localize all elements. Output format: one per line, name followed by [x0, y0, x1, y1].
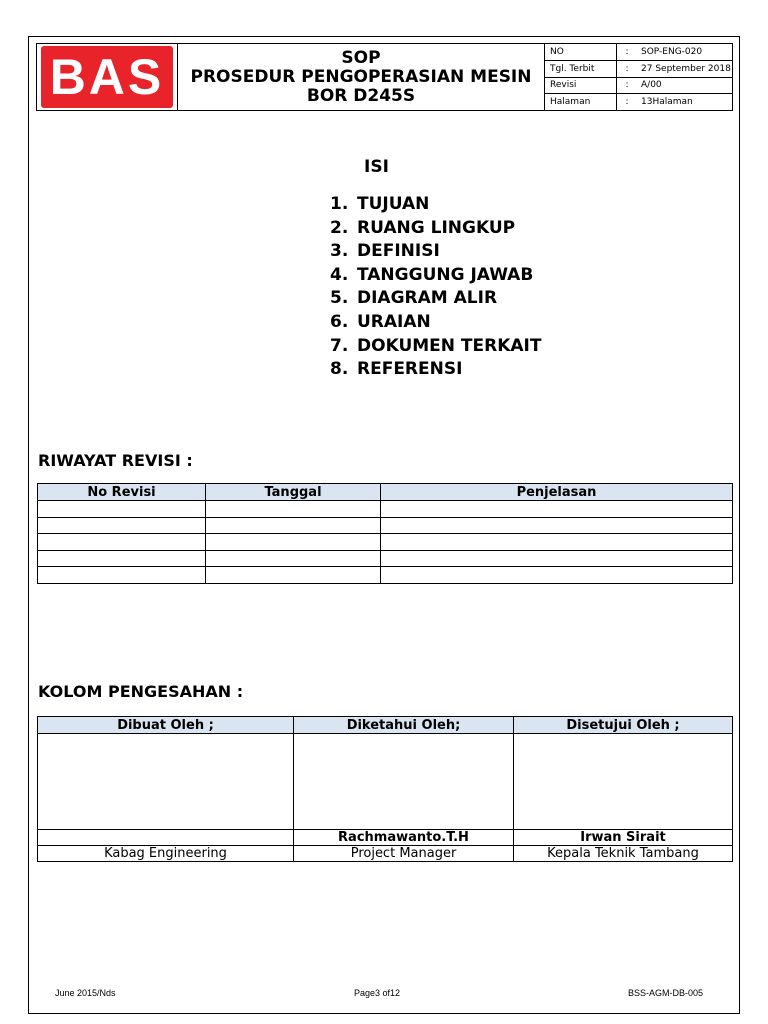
- contents-item-label: URAIAN: [357, 311, 431, 332]
- column-header: Penjelasan: [381, 484, 733, 501]
- contents-item: [330, 217, 541, 241]
- column-header: Disetujui Oleh ;: [514, 717, 733, 734]
- signer-role: Kepala Teknik Tambang: [514, 846, 733, 862]
- signature-box: [294, 734, 514, 830]
- signer-name: [38, 830, 294, 846]
- footer-page-number: Page3 of12: [354, 988, 401, 998]
- meta-row-date: [545, 61, 732, 78]
- signer-name: Rachmawanto.T.H: [294, 830, 514, 846]
- contents-item: [330, 311, 541, 335]
- meta-value: A/00: [641, 80, 662, 91]
- contents-item-number: 8.: [330, 359, 349, 380]
- signer-role-row: [38, 846, 733, 862]
- signature-box: [38, 734, 294, 830]
- signer-role: Project Manager: [294, 846, 514, 862]
- meta-row-revision: [545, 78, 732, 95]
- column-header: Diketahui Oleh;: [294, 717, 514, 734]
- table-cell: [38, 550, 206, 567]
- contents-item-number: 2.: [330, 217, 349, 238]
- contents-item-label: DIAGRAM ALIR: [357, 288, 498, 309]
- table-cell: [381, 501, 733, 518]
- approval-title: KOLOM PENGESAHAN :: [38, 682, 244, 701]
- meta-key: NO: [545, 44, 617, 60]
- table-row: [38, 567, 733, 584]
- table-row: [38, 501, 733, 518]
- contents-item: [330, 335, 541, 359]
- meta-value: 27 September 2018: [641, 63, 731, 74]
- contents-item-label: RUANG LINGKUP: [357, 217, 516, 238]
- table-row: [38, 534, 733, 551]
- logo-text: BAS: [49, 49, 165, 105]
- meta-key: Tgl. Terbit: [545, 61, 617, 77]
- meta-sep: :: [625, 63, 629, 74]
- table-cell: [38, 517, 206, 534]
- contents-item-number: 3.: [330, 241, 349, 262]
- contents-title: ISI: [364, 157, 389, 177]
- table-cell: [206, 550, 381, 567]
- contents-item-label: TUJUAN: [357, 194, 430, 214]
- column-header: Tanggal: [206, 484, 381, 501]
- revision-history-table: [37, 483, 733, 584]
- column-header: Dibuat Oleh ;: [38, 717, 294, 734]
- company-logo: [41, 46, 173, 108]
- contents-item-label: TANGGUNG JAWAB: [357, 264, 534, 285]
- title-line-3: BOR D245S: [306, 85, 416, 106]
- table-row: [38, 550, 733, 567]
- meta-value: SOP-ENG-020: [641, 46, 703, 57]
- contents-item: [330, 358, 541, 382]
- contents-item-number: 4.: [330, 264, 349, 285]
- footer-date: June 2015/Nds: [55, 988, 116, 998]
- contents-list: [330, 193, 541, 382]
- table-cell: [381, 567, 733, 584]
- contents-item: [330, 264, 541, 288]
- table-cell: [38, 501, 206, 518]
- signature-row: [38, 734, 733, 830]
- table-cell: [381, 517, 733, 534]
- meta-row-no: [545, 44, 732, 61]
- signer-name: Irwan Sirait: [514, 830, 733, 846]
- contents-item-label: REFERENSI: [357, 359, 463, 380]
- meta-row-pages: [545, 94, 732, 110]
- contents-item: [330, 287, 541, 311]
- contents-item: [330, 240, 541, 264]
- contents-item-number: 7.: [330, 335, 349, 356]
- approval-table: [37, 716, 733, 862]
- meta-value: 13Halaman: [641, 97, 693, 108]
- table-cell: [206, 517, 381, 534]
- contents-item-number: 1.: [330, 194, 349, 214]
- table-cell: [381, 550, 733, 567]
- contents-item-number: 5.: [330, 288, 349, 309]
- meta-sep: :: [625, 46, 629, 57]
- table-cell: [206, 567, 381, 584]
- meta-sep: :: [625, 97, 629, 108]
- table-header-row: [38, 717, 733, 734]
- document-title: [178, 44, 545, 110]
- title-line-2: PROSEDUR PENGOPERASIAN MESIN: [190, 66, 532, 87]
- table-cell: [381, 534, 733, 551]
- table-cell: [38, 567, 206, 584]
- contents-item: [330, 193, 541, 217]
- table-header-row: [38, 484, 733, 501]
- meta-key: Halaman: [545, 94, 617, 110]
- table-cell: [206, 534, 381, 551]
- document-meta: [545, 44, 732, 110]
- signer-role: Kabag Engineering: [38, 846, 294, 862]
- document-header: [36, 43, 733, 111]
- column-header: No Revisi: [38, 484, 206, 501]
- contents-item-label: DEFINISI: [357, 241, 440, 262]
- footer-document-code: BSS-AGM-DB-005: [628, 988, 704, 998]
- signature-box: [514, 734, 733, 830]
- meta-sep: :: [625, 80, 629, 91]
- contents-item-number: 6.: [330, 311, 349, 332]
- table-cell: [206, 501, 381, 518]
- meta-key: Revisi: [545, 78, 617, 94]
- logo-cell: [37, 44, 178, 110]
- title-line-1: SOP: [341, 47, 381, 68]
- contents-item-label: DOKUMEN TERKAIT: [357, 335, 542, 356]
- signer-name-row: [38, 830, 733, 846]
- revision-history-title: RIWAYAT REVISI :: [38, 451, 193, 470]
- table-cell: [38, 534, 206, 551]
- table-row: [38, 517, 733, 534]
